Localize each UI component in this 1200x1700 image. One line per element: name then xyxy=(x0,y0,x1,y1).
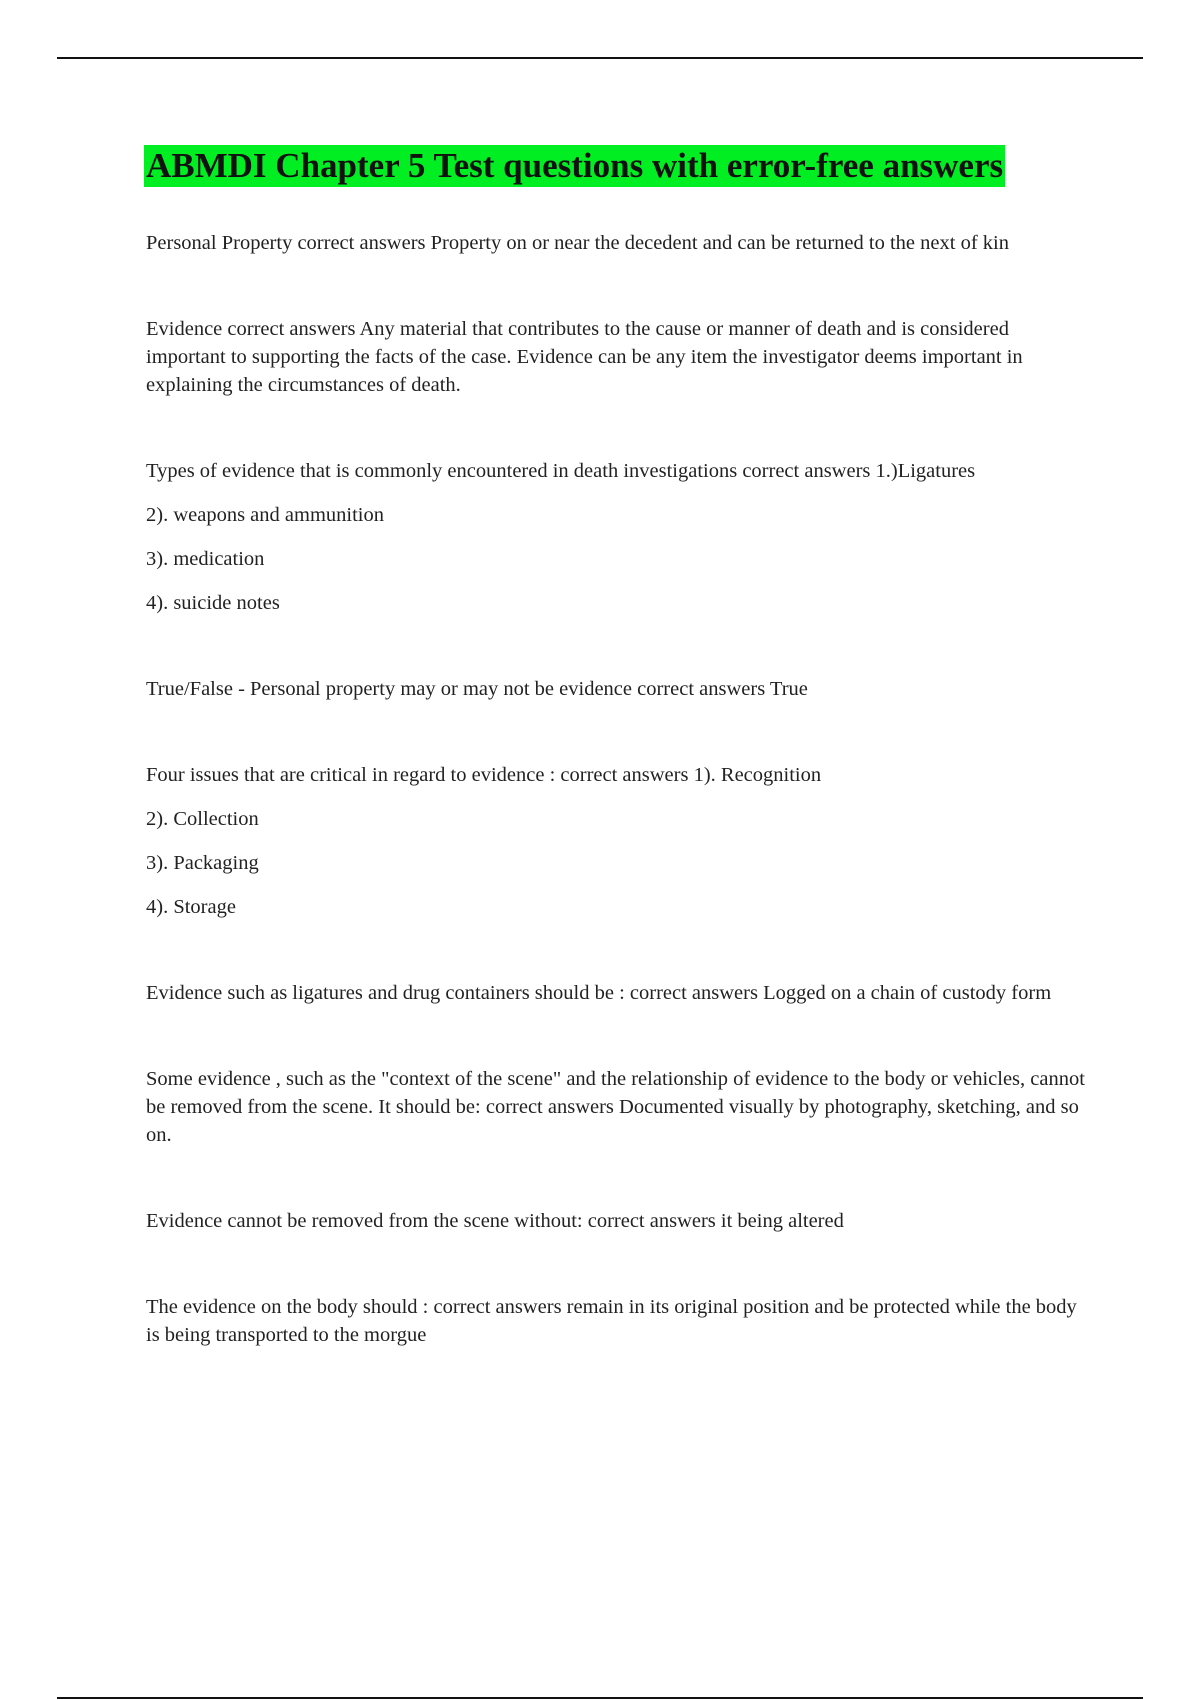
qa-text: Types of evidence that is commonly encountered in death investigations correct answers 1.)Ligatures xyxy=(146,460,976,482)
qa-entry-four-issues xyxy=(146,761,1086,921)
list-item: 4). suicide notes xyxy=(146,592,280,614)
top-rule xyxy=(57,57,1143,59)
qa-entry-types-of-evidence xyxy=(146,457,1086,617)
list-item: 4). Storage xyxy=(146,896,236,918)
qa-entry-removed-from-scene xyxy=(146,1207,1086,1235)
list-item: 2). weapons and ammunition xyxy=(146,504,384,526)
list-item: 3). Packaging xyxy=(146,852,259,874)
bottom-rule xyxy=(57,1697,1143,1699)
qa-text: Evidence correct answers Any material that contributes to the cause or manner of death and is considered important to supporting the facts of the case. Evidence can be any item the investigator deems important in explaining the circumstances of death. xyxy=(146,318,1023,396)
document-body xyxy=(146,145,1086,1407)
qa-entry-evidence-on-body xyxy=(146,1293,1086,1349)
list-item: 3). medication xyxy=(146,548,265,570)
qa-text: Evidence cannot be removed from the scene without: correct answers it being altered xyxy=(146,1210,844,1232)
qa-entry-chain-of-custody xyxy=(146,979,1086,1007)
qa-entry-true-false xyxy=(146,675,1086,703)
qa-text: Some evidence , such as the "context of the scene" and the relationship of evidence to the body or vehicles, cannot be removed from the scene. It should be: correct answers Documented visually by photography, sketching, and so on. xyxy=(146,1068,1085,1146)
qa-entry-personal-property xyxy=(146,229,1086,257)
qa-text: Four issues that are critical in regard to evidence : correct answers 1). Recognition xyxy=(146,764,822,786)
list-item: 2). Collection xyxy=(146,808,259,830)
qa-text: True/False - Personal property may or may not be evidence correct answers True xyxy=(146,678,808,700)
qa-entry-evidence xyxy=(146,315,1086,399)
qa-entry-context-of-scene xyxy=(146,1065,1086,1149)
qa-text: Evidence such as ligatures and drug containers should be : correct answers Logged on a chain of custody form xyxy=(146,982,1052,1004)
qa-text: The evidence on the body should : correct answers remain in its original position and be protected while the body is being transported to the morgue xyxy=(146,1296,1077,1346)
document-title: ABMDI Chapter 5 Test questions with error-free answers xyxy=(146,146,1004,185)
qa-text: Personal Property correct answers Property on or near the decedent and can be returned to the next of kin xyxy=(146,232,1009,254)
